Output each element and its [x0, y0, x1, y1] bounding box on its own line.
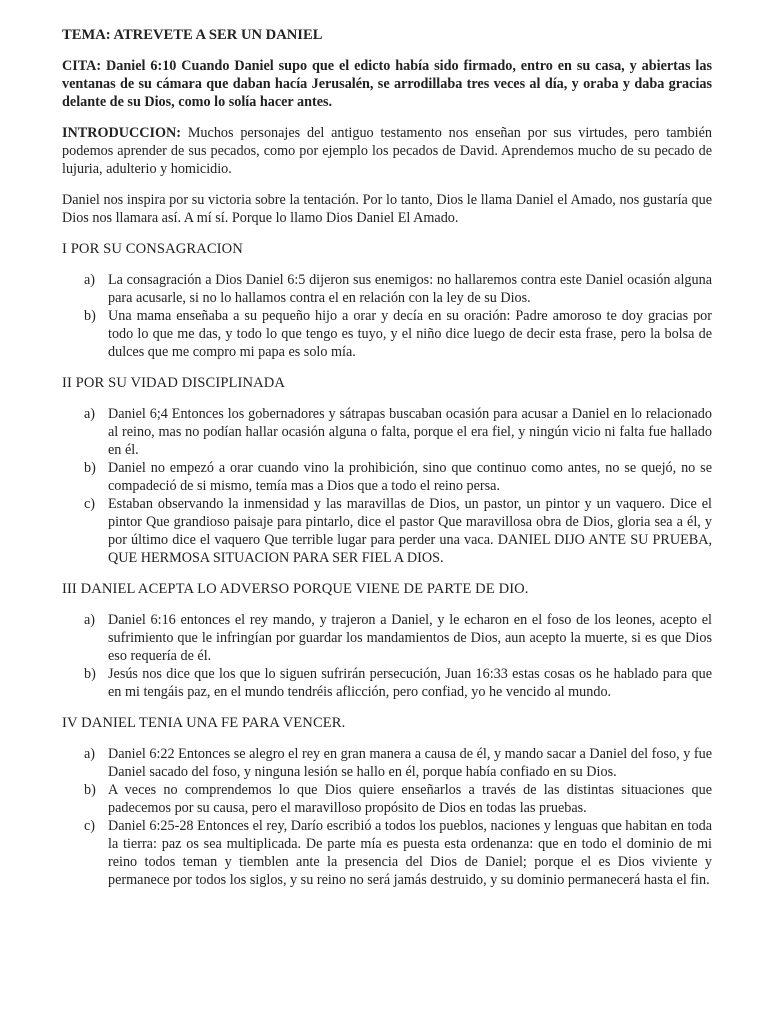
introduction-text: Muchos personajes del antiguo testamento nos enseñan por sus virtudes, pero también podemos aprender de sus pecados, como por ejemplo los pecados de David. Aprendemos mucho de su pecado de lujuria, adulterio y homicidio.	[62, 125, 712, 177]
section-heading-3: III DANIEL ACEPTA LO ADVERSO PORQUE VIENE DE PARTE DE DIO.	[62, 581, 529, 597]
list-item	[62, 781, 712, 817]
list-item-text: Daniel 6:16 entonces el rey mando, y trajeron a Daniel, y le echaron en el foso de los leones, acepto el sufrimiento que le infringían por guardar los mandamientos de Dios, aun acepto la muerte, si es que Dios eso requería de él.	[108, 612, 712, 664]
list-marker: a)	[84, 612, 96, 628]
second-paragraph: Daniel nos inspira por su victoria sobre la tentación. Por lo tanto, Dios le llama Daniel el Amado, nos gustaría que Dios nos llamara así. A mí sí. Porque lo llamo Dios Daniel El Amado.	[62, 192, 712, 226]
list-marker: b)	[84, 308, 96, 324]
section-list-4	[62, 745, 712, 889]
list-marker: a)	[84, 272, 96, 288]
list-item	[62, 271, 712, 307]
introduction-label: INTRODUCCION:	[62, 125, 182, 141]
list-marker: a)	[84, 406, 96, 422]
list-item-text: La consagración a Dios Daniel 6:5 dijeron sus enemigos: no hallaremos contra este Daniel ocasión alguna para acusarle, si no lo hallamos contra el en relación con la ley de su Dios.	[108, 272, 712, 306]
list-item	[62, 405, 712, 459]
section-list-1	[62, 271, 712, 361]
list-item-text: Una mama enseñaba a su pequeño hijo a orar y decía en su oración: Padre amoroso te doy gracias por todo lo que me das, y todo lo que tengo es tuyo, y el niño dice luego de decir esta frase, pero la bolsa de dulces que me compro mi papa es solo mía.	[108, 308, 712, 360]
list-item	[62, 459, 712, 495]
list-item	[62, 665, 712, 701]
list-marker: c)	[84, 496, 96, 512]
section-heading-1: I POR SU CONSAGRACION	[62, 241, 243, 257]
section-list-3	[62, 611, 712, 701]
list-item-text: Daniel 6:22 Entonces se alegro el rey en gran manera a causa de él, y mando sacar a Daniel del foso, y fue Daniel sacado del foso, y ninguna lesión se hallo en él, porque había confiado en su Dios.	[108, 746, 712, 780]
list-item	[62, 495, 712, 567]
section-heading-2: II POR SU VIDAD DISCIPLINADA	[62, 375, 286, 391]
list-item-text: Jesús nos dice que los que lo siguen sufrirán persecución, Juan 16:33 estas cosas os he hablado para que en mi tengáis paz, en el mundo tendréis aflicción, pero confiad, yo he vencido al mundo.	[108, 666, 712, 700]
document-title: TEMA: ATREVETE A SER UN DANIEL	[62, 27, 323, 43]
list-item-text: Estaban observando la inmensidad y las maravillas de Dios, un pastor, un pintor y un vaquero. Dice el pintor Que grandioso paisaje para pintarlo, dice el pastor Que maravillosa obra de Dios, gloria sea a él, y por último dice el vaquero Que terrible lugar para perder una vaca. DANIEL DIJO ANTE SU PRUEBA, QUE HERMOSA SITUACION PARA SER FIEL A DIOS.	[108, 496, 712, 566]
list-item	[62, 745, 712, 781]
introduction-paragraph	[62, 124, 712, 178]
list-item-text: Daniel no empezó a orar cuando vino la prohibición, sino que continuo como antes, no se quejó, no se compadeció de si mismo, temía mas a Dios que a todo el reino persa.	[108, 460, 712, 494]
list-marker: c)	[84, 818, 96, 834]
list-item-text: Daniel 6;4 Entonces los gobernadores y sátrapas buscaban ocasión para acusar a Daniel en lo relacionado al reino, mas no podían hallar ocasión alguna o falta, porque el era fiel, y ningún vicio ni falta fue hallado en él.	[108, 406, 712, 458]
list-item-text: Daniel 6:25-28 Entonces el rey, Darío escribió a todos los pueblos, naciones y lenguas que habitan en toda la tierra: paz os sea multiplicada. De parte mía es puesta esta ordenanza: que en todo el dominio de mi reino todos teman y tiemblen ante la presencia del Dios de Daniel; porque el es Dios viviente y permanece por todos los siglos, y su reino no será jamás destruido, y su dominio permanecerá hasta el fin.	[108, 818, 712, 888]
scripture-citation: CITA: Daniel 6:10 Cuando Daniel supo que el edicto había sido firmado, entro en su casa, y abiertas las ventanas de su cámara que daban hacía Jerusalén, se arrodillaba tres veces al día, y oraba y daba gracias delante de su Dios, como lo solía hacer antes.	[62, 58, 712, 110]
section-heading-4: IV DANIEL TENIA UNA FE PARA VENCER.	[62, 715, 346, 731]
list-marker: b)	[84, 666, 96, 682]
list-marker: b)	[84, 460, 96, 476]
list-item	[62, 817, 712, 889]
list-marker: a)	[84, 746, 96, 762]
list-item	[62, 307, 712, 361]
list-marker: b)	[84, 782, 96, 798]
list-item-text: A veces no comprendemos lo que Dios quiere enseñarlos a través de las distintas situaciones que padecemos por su causa, pero el maravilloso propósito de Dios en todas las pruebas.	[108, 782, 712, 816]
section-list-2	[62, 405, 712, 567]
list-item	[62, 611, 712, 665]
